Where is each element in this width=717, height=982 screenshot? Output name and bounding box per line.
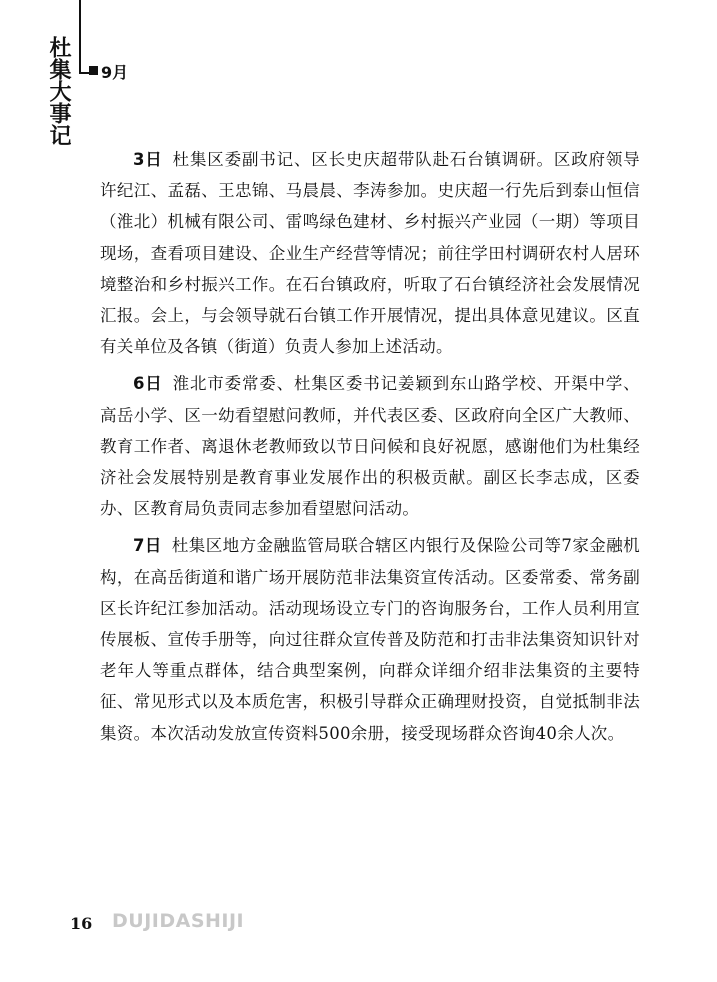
page-number: 16 [70, 914, 93, 933]
entry-text: 杜集区委副书记、区长史庆超带队赴石台镇调研。区政府领导许纪江、孟磊、王忠锦、马晨晨、李涛参加。史庆超一行先后到泰山恒信（淮北）机械有限公司、雷鸣绿色建材、乡村振兴产业园（一期）等项目现场，查看项目建设、企业生产经营等情况；前往学田村调研农村人居环境整治和乡村振兴工作。在石台镇政府，听取了石台镇经济社会发展情况汇报。会上，与会领导就石台镇工作开展情况，提出具体意见建议。区直有关单位及各镇（街道）负责人参加上述活动。 [100, 150, 640, 357]
entries-body [100, 144, 640, 755]
side-title: 杜集大事记 [46, 36, 71, 146]
header-horizontal-rule [79, 72, 89, 74]
month-bullet-square [89, 66, 98, 75]
entry-paragraph [100, 368, 640, 524]
entry-day: 7日 [133, 536, 162, 556]
footer-brand: DUJIDASHIJI [112, 910, 245, 932]
entry-text: 杜集区地方金融监管局联合辖区内银行及保险公司等7家金融机构，在高岳街道和谐广场开展防范非法集资宣传活动。区委常委、常务副区长许纪江参加活动。活动现场设立专门的咨询服务台，工作人员利用宣传展板、宣传手册等，向过往群众宣传普及防范和打击非法集资知识针对老年人等重点群体，结合典型案例，向群众详细介绍非法集资的主要特征、常见形式以及本质危害，积极引导群众正确理财投资，自觉抵制非法集资。本次活动发放宣传资料500余册，接受现场群众咨询40余人次。 [100, 536, 640, 743]
entry-text: 淮北市委常委、杜集区委书记姜颖到东山路学校、开渠中学、高岳小学、区一幼看望慰问教师，并代表区委、区政府向全区广大教师、教育工作者、离退休老教师致以节日问候和良好祝愿，感谢他们为杜集经济社会发展特别是教育事业发展作出的积极贡献。副区长李志成，区委办、区教育局负责同志参加看望慰问活动。 [100, 374, 640, 519]
month-label: 9月 [101, 63, 129, 82]
entry-day: 3日 [133, 150, 163, 169]
entry-paragraph [100, 144, 640, 362]
entry-day: 6日 [133, 374, 163, 394]
header-vertical-rule [79, 0, 81, 74]
entry-paragraph [100, 530, 640, 748]
